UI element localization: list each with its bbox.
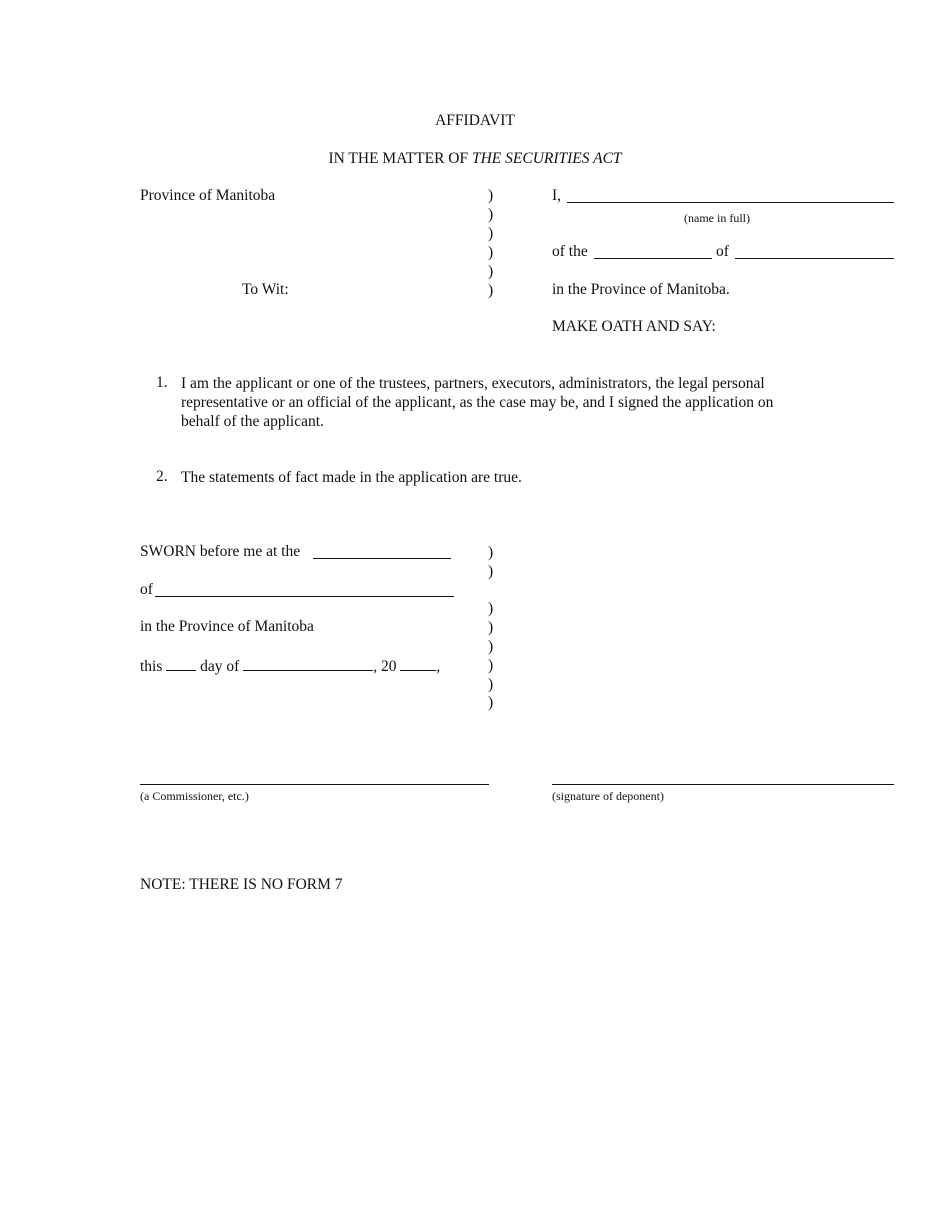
bracket: ): [488, 544, 494, 561]
to-wit-label: To Wit:: [242, 281, 289, 298]
of-the-label: of the: [552, 243, 588, 260]
matter-prefix: IN THE MATTER OF: [328, 150, 472, 167]
bracket: ): [488, 282, 494, 299]
jurat-of-label: of: [140, 581, 153, 598]
bracket: ): [488, 619, 494, 636]
sworn-text: SWORN before me at the: [140, 543, 301, 560]
jurat-province-text: in the Province of Manitoba: [140, 618, 314, 635]
statement-text: The statements of fact made in the application are true.: [181, 469, 522, 486]
jurat-location-field[interactable]: [155, 596, 454, 597]
act-name: THE SECURITIES ACT: [471, 150, 622, 167]
statement-number: 2.: [156, 468, 168, 485]
oath-heading: MAKE OATH AND SAY:: [552, 318, 716, 335]
bracket: ): [488, 187, 494, 204]
bracket: ): [488, 676, 494, 693]
year-field[interactable]: [400, 656, 436, 671]
name-caption: (name in full): [684, 211, 750, 225]
commissioner-caption: (a Commissioner, etc.): [140, 789, 249, 803]
commissioner-signature-line[interactable]: [140, 784, 489, 785]
jurat-date-line: [140, 656, 440, 676]
bracket: ): [488, 563, 494, 580]
deponent-place-field[interactable]: [735, 258, 894, 259]
statement-number: 1.: [156, 374, 168, 391]
matter-heading: [0, 150, 950, 168]
year-prefix: , 20: [373, 658, 397, 675]
note-text: NOTE: THERE IS NO FORM 7: [140, 876, 343, 893]
bracket: ): [488, 694, 494, 711]
bracket: ): [488, 225, 494, 242]
deponent-i-label: I,: [552, 187, 562, 204]
document-title: AFFIDAVIT: [435, 112, 515, 129]
bracket: ): [488, 244, 494, 261]
deponent-signature-line[interactable]: [552, 784, 894, 785]
bracket: ): [488, 638, 494, 655]
bracket: ): [488, 206, 494, 223]
statement-text: I am the applicant or one of the trustees, partners, executors, administrators, the legal personal representative or an official of the applicant, as the case may be, and I signed the application on behalf of the applicant.: [181, 375, 774, 430]
of-label: of: [716, 243, 729, 260]
this-label: this: [140, 658, 163, 675]
month-field[interactable]: [243, 656, 373, 671]
day-of-label: day of: [200, 658, 240, 675]
in-province-text: in the Province of Manitoba.: [552, 281, 730, 298]
sworn-place-field[interactable]: [313, 558, 451, 559]
trailing-comma: ,: [436, 658, 441, 675]
deponent-caption: (signature of deponent): [552, 789, 664, 803]
province-label: Province of Manitoba: [140, 187, 276, 204]
bracket: ): [488, 657, 494, 674]
bracket: ): [488, 263, 494, 280]
deponent-municipality-field[interactable]: [594, 258, 712, 259]
day-field[interactable]: [166, 656, 196, 671]
deponent-name-field[interactable]: [567, 202, 894, 203]
bracket: ): [488, 600, 494, 617]
